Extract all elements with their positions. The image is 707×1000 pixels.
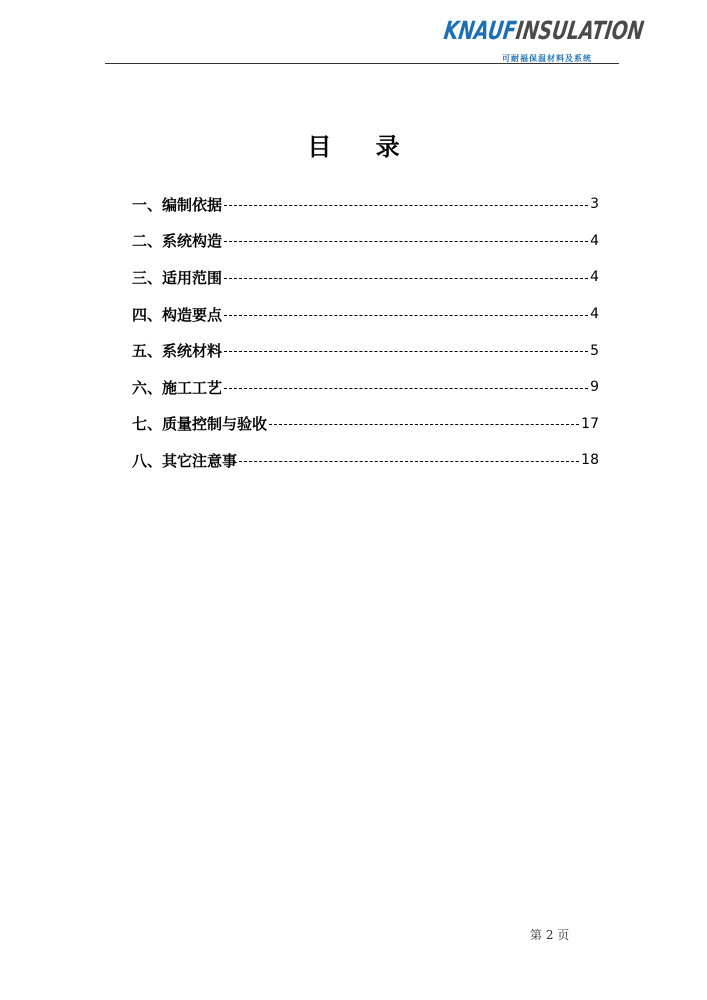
knauf-insulation-logo xyxy=(442,16,646,64)
toc-item-page: 9 xyxy=(590,379,599,396)
toc-item-label: 八、其它注意事 xyxy=(132,451,238,470)
toc-item[interactable] xyxy=(132,223,599,260)
toc-item[interactable] xyxy=(132,442,599,479)
toc-item[interactable] xyxy=(132,406,599,443)
toc-dot-leader xyxy=(224,351,588,352)
toc-item-page: 3 xyxy=(590,196,599,213)
toc-item[interactable] xyxy=(132,332,599,369)
toc-item[interactable] xyxy=(132,186,599,223)
toc-dot-leader xyxy=(224,205,588,206)
page-number: 第 2 页 xyxy=(530,928,570,942)
page-title: 目 录 xyxy=(307,133,418,161)
logo-wordmark xyxy=(442,16,646,45)
toc-item-label: 三、适用范围 xyxy=(132,268,223,287)
toc-item-page: 18 xyxy=(581,452,599,469)
toc-item-label: 七、质量控制与验收 xyxy=(132,415,268,434)
toc-item-label: 四、构造要点 xyxy=(132,305,223,324)
logo-subtitle: 可耐福保温材料及系统 xyxy=(502,54,592,63)
toc-item-page: 4 xyxy=(590,232,599,249)
toc-dot-leader xyxy=(269,424,579,425)
toc-dot-leader xyxy=(239,461,579,462)
toc-item-page: 5 xyxy=(590,342,599,359)
toc-item[interactable] xyxy=(132,259,599,296)
toc-dot-leader xyxy=(224,278,588,279)
toc-item[interactable] xyxy=(132,296,599,333)
toc-dot-leader xyxy=(224,241,588,242)
toc-item-page: 17 xyxy=(581,415,599,432)
toc-item[interactable] xyxy=(132,369,599,406)
toc-item-label: 一、编制依据 xyxy=(132,195,223,214)
header-divider xyxy=(105,63,619,64)
table-of-contents xyxy=(132,186,599,479)
toc-item-label: 六、施工工艺 xyxy=(132,378,223,397)
logo-brand-secondary: INSULATION xyxy=(514,16,646,45)
toc-item-label: 二、系统构造 xyxy=(132,232,223,251)
toc-dot-leader xyxy=(224,388,588,389)
toc-item-label: 五、系统材料 xyxy=(132,342,223,361)
toc-dot-leader xyxy=(224,315,588,316)
toc-item-page: 4 xyxy=(590,269,599,286)
toc-item-page: 4 xyxy=(590,306,599,323)
logo-brand-primary: KNAUF xyxy=(442,16,519,45)
